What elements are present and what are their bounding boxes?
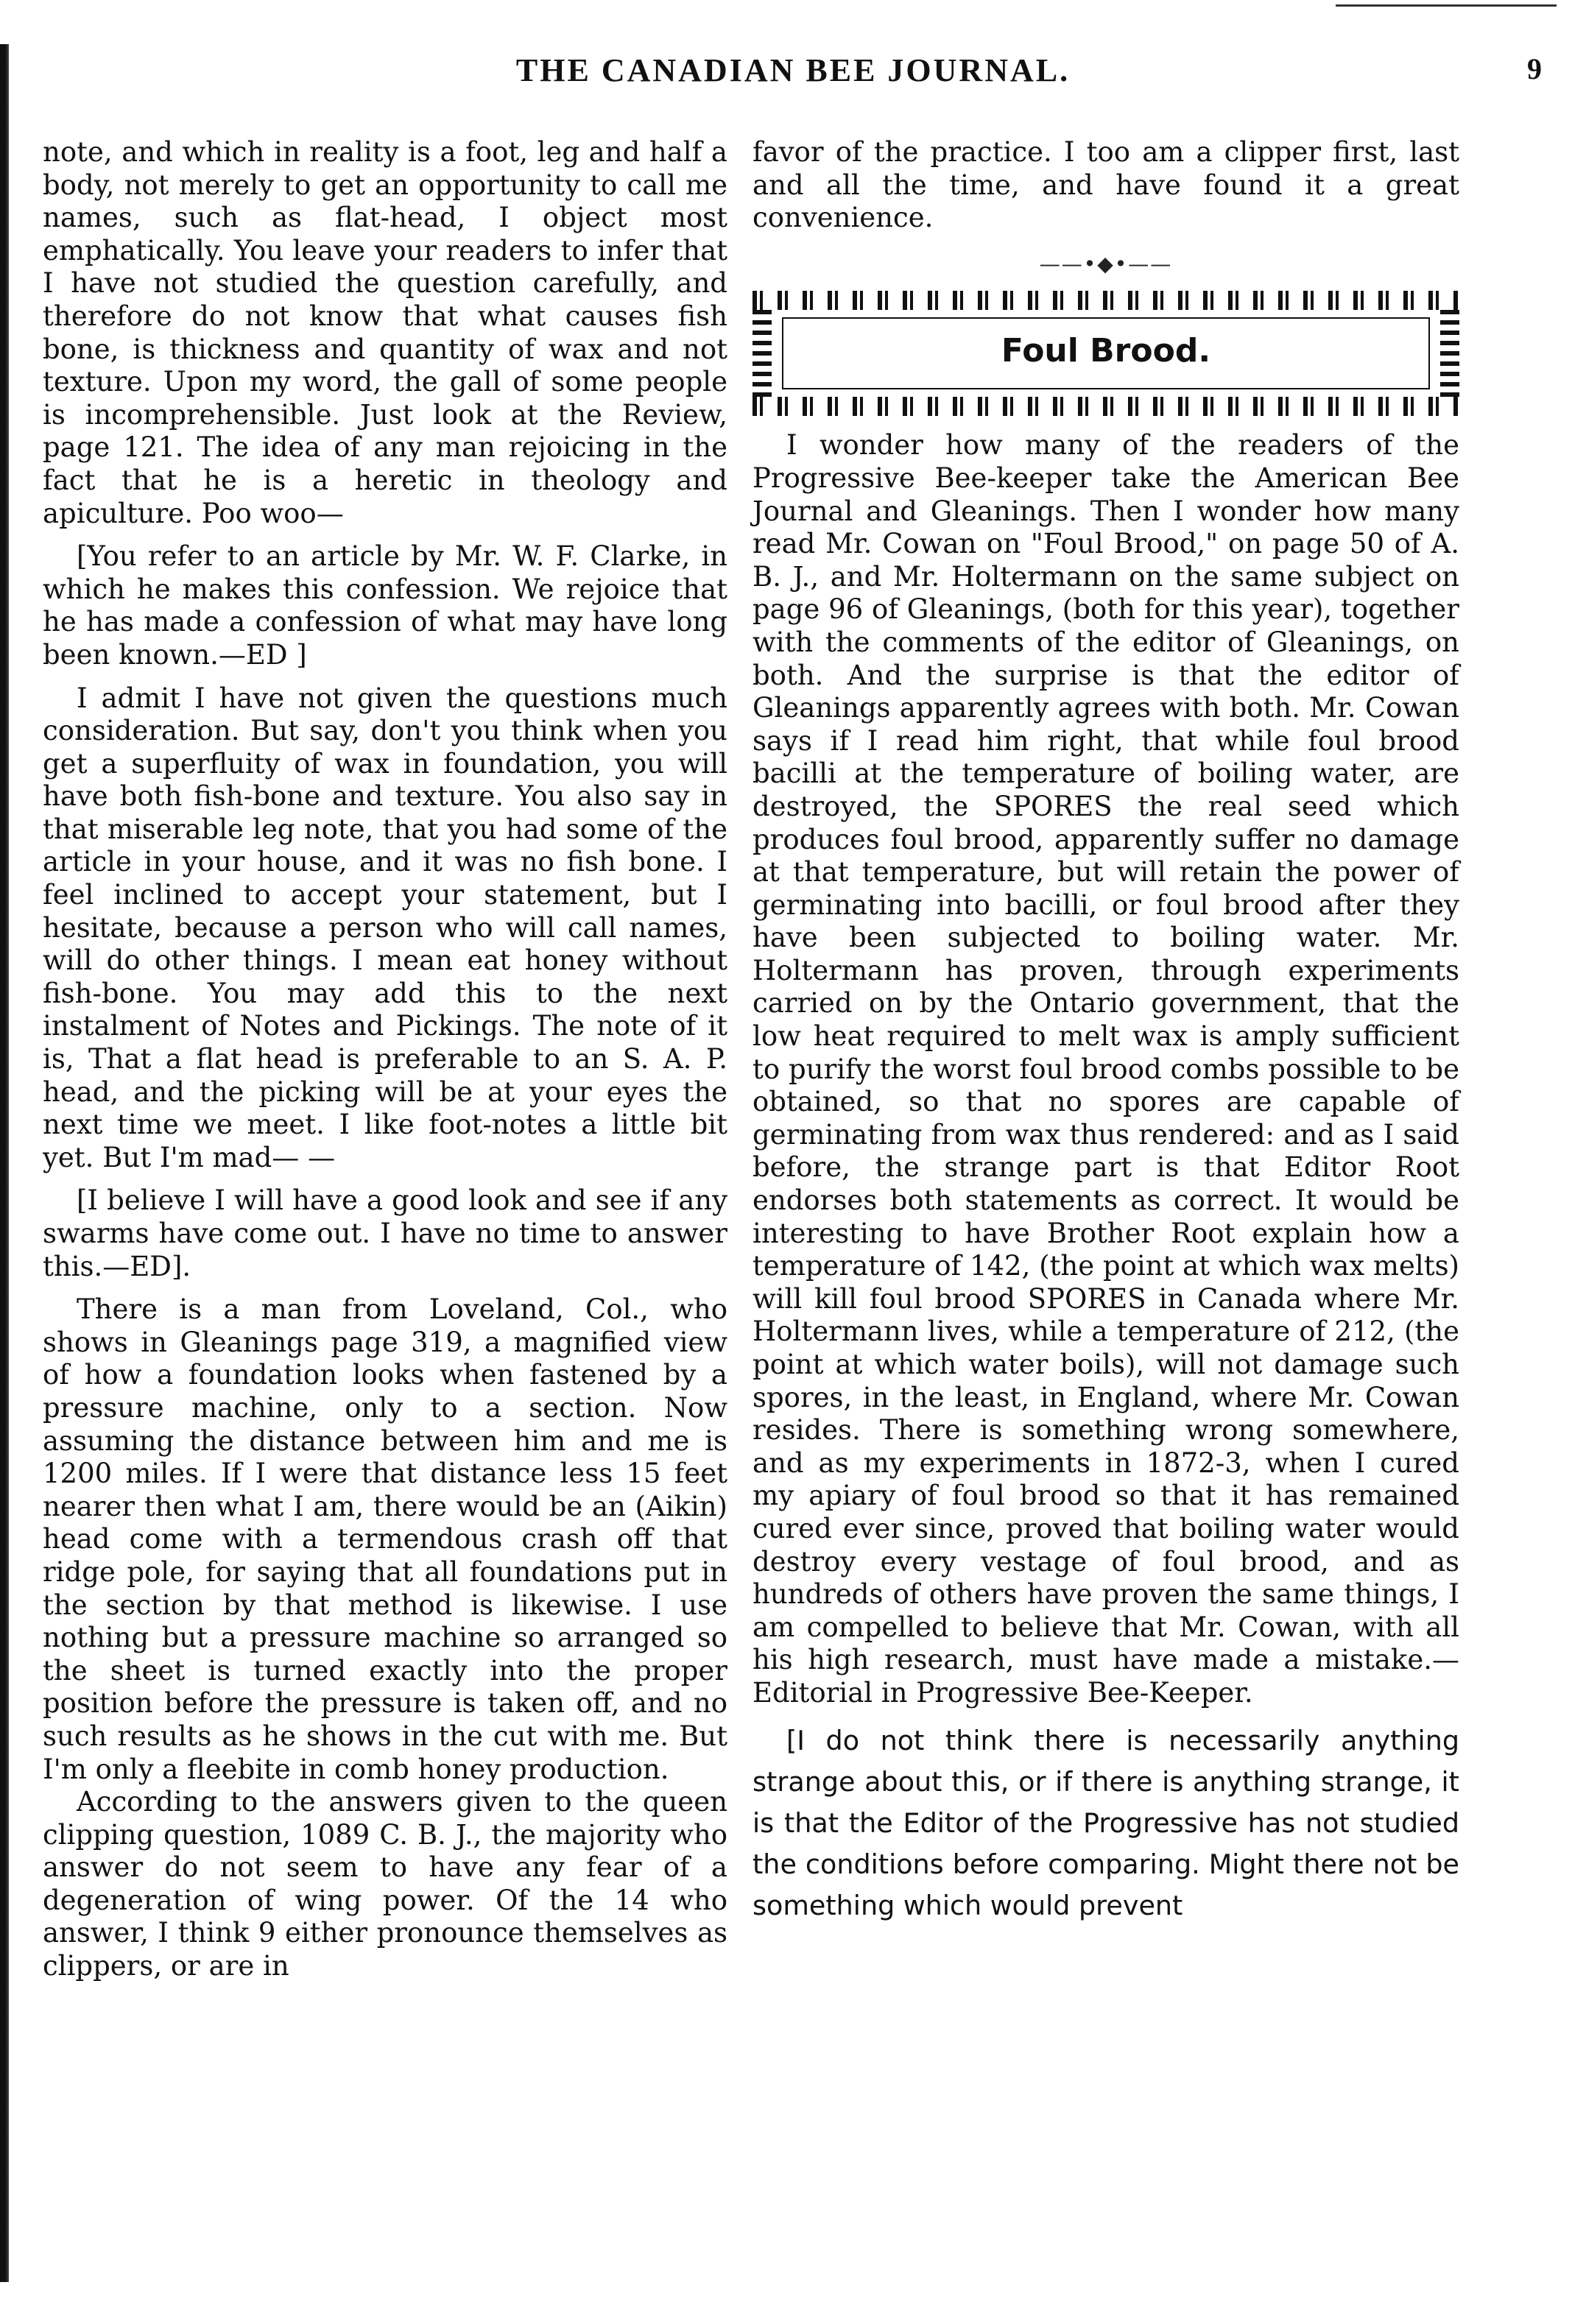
ornament-border-top bbox=[753, 291, 1459, 310]
page-number: 9 bbox=[1527, 52, 1542, 85]
binding-edge bbox=[0, 44, 9, 2282]
editor-note: [I do not think there is necessarily anything strange about this, or if there is anything strange, it is that the Editor of the Progressive has not studied the conditions before comparing. Might there not be something which would prevent bbox=[753, 1724, 1459, 1921]
editor-note: [You refer to an article by Mr. W. F. Clarke, in which he makes this confession. We rejoice that he has made a confession of what may have long been known.—ED ] bbox=[43, 540, 727, 671]
section-heading-box bbox=[753, 291, 1459, 416]
right-column bbox=[753, 136, 1459, 1926]
page-header bbox=[44, 52, 1542, 96]
editor-note: [I believe I will have a good look and see if any swarms have come out. I have no time to answer this.—ED]. bbox=[43, 1184, 727, 1282]
paragraph: There is a man from Loveland, Col., who shows in Gleanings page 319, a magnified view of how a foundation looks when fastened by a pressure machine, only to a section. Now assuming the distance between him and me is 1200 miles. If I were that distance less 15 feet nearer then what I am, there would be an (Aikin) head come with a termendous crash off that ridge pole, for saying that all foundations put in the section by that method is likewise. I use nothing but a pressure machine so arranged so the sheet is turned exactly into the proper position before the pressure is taken off, and no such results as he shows in the cut with me. But I'm only a fleebite in comb honey production. bbox=[43, 1293, 727, 1785]
ornament-border-bottom bbox=[753, 397, 1459, 416]
paragraph: According to the answers given to the queen clipping question, 1089 C. B. J., the majority who answer do not seem to have any fear of a degeneration of wing power. Of the 14 who answer, I think 9 either pronounce themselves as clippers, or are in bbox=[43, 1786, 727, 1982]
top-rule bbox=[1336, 4, 1557, 7]
paragraph: favor of the practice. I too am a clipper first, last and all the time, and have found it a great convenience. bbox=[753, 136, 1459, 234]
left-column bbox=[43, 136, 727, 1983]
ornament-divider: ——•◆•—— bbox=[1039, 251, 1173, 276]
paragraph: I wonder how many of the readers of the Progressive Bee-keeper take the American Bee Journal and Gleanings. Then I wonder how many read Mr. Cowan on "Foul Brood," on page 50 of A. B. J., and Mr. Holtermann on the same subject on page 96 of Gleanings, (both for this year), together with the comments of the editor of Gleanings, on both. And the surprise is that the editor of Gleanings apparently agrees with both. Mr. Cowan says if I read him right, that while foul brood bacilli at the temperature of boiling water, are destroyed, the SPORES the real seed which produces foul brood, apparently suffer no damage at that temperature, but will retain the power of germinating into bacilli, or foul brood after they have been subjected to boiling water. Mr. Holtermann has proven, through experiments carried on by the Ontario government, that the low heat required to melt wax is amply sufficient to purify the worst foul brood combs possible to be obtained, so that no spores are capable of germinating from wax thus rendered: and as I said before, the strange part is that Editor Root endorses both statements as correct. It would be interesting to have Brother Root explain how a temperature of 142, (the point at which wax melts) will kill foul brood SPORES in Canada where Mr. Holtermann lives, while a temperature of 212, (the point at which water boils), will not damage such spores, in the least, in England, where Mr. Cowan resides. There is something wrong somewhere, and as my experiments in 1872-3, when I cured my apiary of foul brood so that it has remained cured ever since, proved that boiling water would destroy every vestage of foul brood, and as hundreds of others have proven the same things, I am compelled to believe that Mr. Cowan, with all his high research, must have made a mistake.—Editorial in Progressive Bee-Keeper. bbox=[753, 429, 1459, 1709]
running-title: THE CANADIAN BEE JOURNAL. bbox=[515, 52, 1071, 88]
paragraph: I admit I have not given the questions much consideration. But say, don't you think when you get a superfluity of wax in foundation, you will have both fish-bone and texture. You also say in that miserable leg note, that you had some of the article in your house, and it was no fish bone. I feel inclined to accept your statement, but I hesitate, because a person who will call names, will do other things. I mean eat honey without fish-bone. You may add this to the next instalment of Notes and Pickings. The note of it is, That a flat head is preferable to an S. A. P. head, and the picking will be at your eyes the next time we meet. I like foot-notes a little bit yet. But I'm mad— — bbox=[43, 682, 727, 1173]
paragraph: note, and which in reality is a foot, leg and half a body, not merely to get an opportunity to call me names, such as flat-head, I object most emphatically. You leave your readers to infer that I have not studied the question carefully, and therefore do not know that what causes fish bone, is thickness and quantity of wax and not texture. Upon my word, the gall of some people is incomprehensible. Just look at the Review, page 121. The idea of any man rejoicing in the fact that he is a heretic in theology and apiculture. Poo woo— bbox=[43, 136, 727, 529]
section-title: Foul Brood. bbox=[1001, 332, 1211, 370]
